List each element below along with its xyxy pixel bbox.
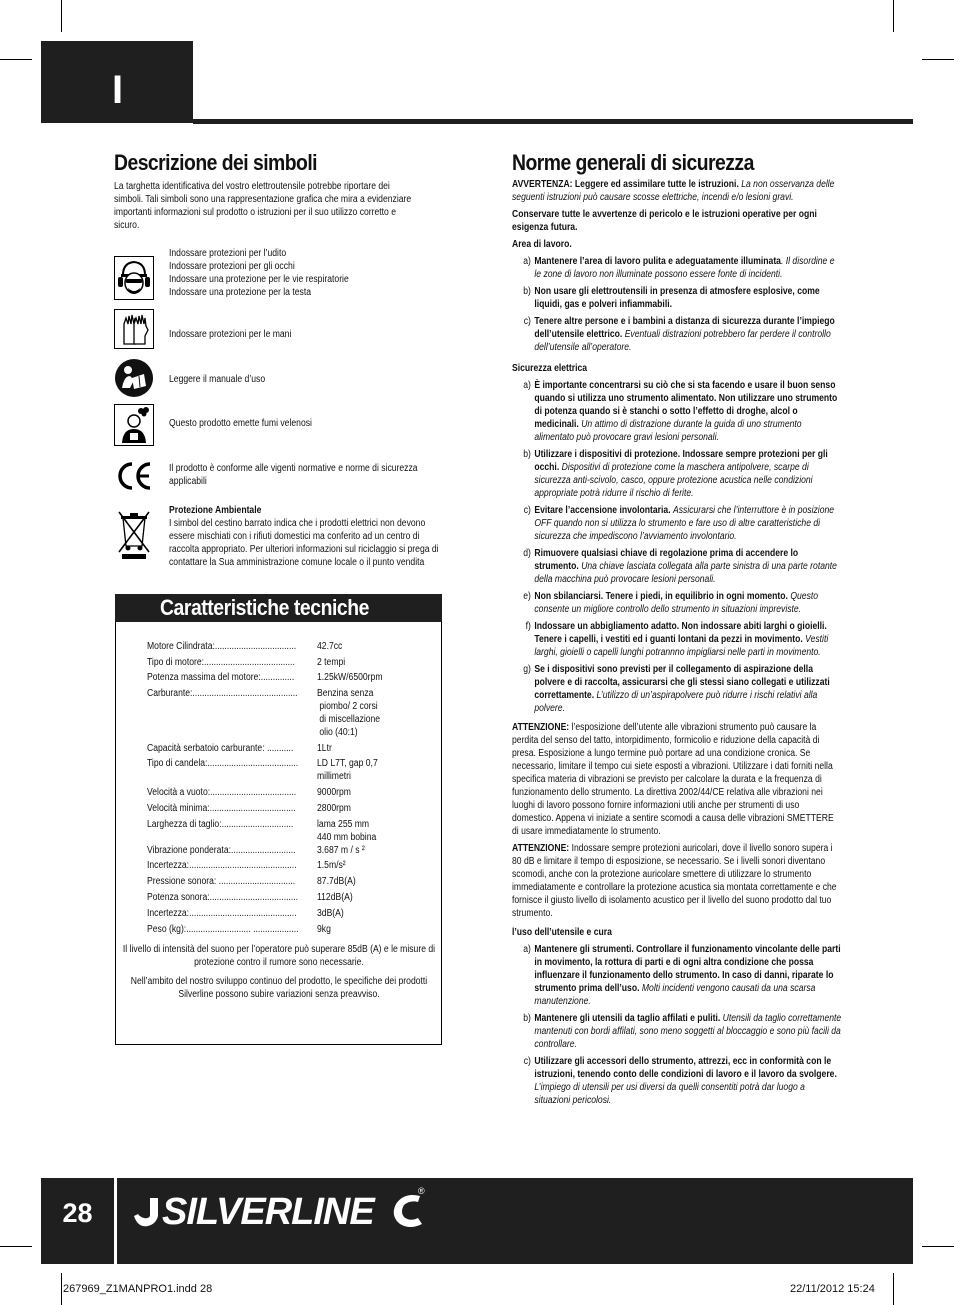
spec-label: Velocità a vuoto:.................................... <box>147 787 297 798</box>
spec-label: Incertezza:............................................. <box>147 908 297 919</box>
ppe-text <box>169 247 441 299</box>
environment-title: Protezione Ambientale <box>169 505 262 516</box>
spec-value: 42.7cc <box>317 641 343 652</box>
gloves-text: Indossare protezioni per le mani <box>169 329 292 340</box>
spec-label: Potenza sonora:..................................... <box>147 892 299 903</box>
list-item: c) Utilizzare gli accessori dello strumento, attrezzi, ecc in conformità con le istruzioni, tenendo conto delle condizioni di lavoro e il lavoro da svolgere. L’impiego di utensili per usi diversi da quelli consentiti potrà dar luogo a situazioni pericolosi. <box>523 1056 837 1106</box>
specs-title: Caratteristiche tecniche <box>160 595 369 620</box>
ppe-icon <box>114 256 154 300</box>
spec-value: 1.5m/s² <box>317 860 346 871</box>
footer-divider <box>114 1178 117 1264</box>
read-manual-text: Leggere il manuale d’uso <box>169 374 266 385</box>
spec-value: LD L7T, gap 0,7 millimetri <box>317 758 378 782</box>
spec-label: Vibrazione ponderata:........................... <box>147 845 296 856</box>
spec-value: 1Ltr <box>317 743 332 754</box>
warning-paragraph: AVVERTENZA: Leggere ed assimilare tutte le istruzioni. La non osservanza delle seguenti istruzioni può causare scosse elettriche, incendi e/o lesioni gravi. <box>512 179 835 203</box>
spec-label: Capacità serbatoio carburante: ........... <box>147 743 294 754</box>
list-item: a) È importante concentrarsi su ciò che si sta facendo e usare il buon senso quando si utilizza uno strumento alimentato. Non utilizzare uno strumento di potenza quando si è stanchi o sotto l’effetto di droghe, alcol o medicinali. Un attimo di distrazione durante la guida di uno strumento alimentato può provocare gravi lesioni personali. <box>523 380 838 443</box>
head-protection-text: Indossare una protezione per la testa <box>169 287 311 298</box>
noise-warning: ATTENZIONE: Indossare sempre protezioni auricolari, dove il livello sonoro supera i 80 dB e limitare il tempo di esposizione, se necessario. Se i livelli sonori diventano scomodi, anche con la protezione auricolare smettere di utilizzare lo strumento immediatamente e controllare la protezione acustica sia montata correttamente e che fornisce il giusto livello di isolamento acustico per il livello del suono prodotto dal tuo strumento. <box>512 843 837 919</box>
symbols-intro: La targhetta identificativa del vostro elettroutensile potrebbe riportare dei simboli. Tali simboli sono una rappresentazione grafica che mira a evidenziare importanti informazioni sul prodotto o istruzioni per il suo utilizzo corretto e sicuro. <box>114 181 412 231</box>
spec-value: 87.7dB(A) <box>317 876 356 887</box>
electrical-title: Sicurezza elettrica <box>512 363 588 374</box>
spec-value: 9000rpm <box>317 787 351 798</box>
list-item: a) Mantenere l’area di lavoro pulita e adeguatamente illuminata. Il disordine e le zone di lavoro non illuminate possono essere fonte di incidenti. <box>523 256 835 280</box>
list-item: b) Non usare gli elettroutensili in presenza di atmosfere esplosive, come liquidi, gas e polveri infiammabili. <box>523 286 820 310</box>
spec-label: Larghezza di taglio:.............................. <box>147 819 294 830</box>
spec-value: lama 255 mm 440 mm bobina <box>317 819 377 843</box>
list-item: c) Tenere altre persone e i bambini a distanza di sicurezza durante l’impiego dell’utensile elettrico. Eventuali distrazioni potrebbero far perdere il controllo dell’utensile all’operatore. <box>523 316 835 353</box>
ce-text: Il prodotto è conforme alle vigenti normative e norme di sicurezza applicabili <box>169 463 418 487</box>
date-info: 22/11/2012 15:24 <box>790 1283 875 1295</box>
spec-value: 3.687 m / s ² <box>317 845 365 856</box>
spec-label: Motore Cilindrata:.................................. <box>147 641 297 652</box>
safety-title: Norme generali di sicurezza <box>512 150 754 175</box>
list-item: b) Mantenere gli utensili da taglio affilati e puliti. Utensili da taglio correttamente mantenuti con bordi affilati, sono meno soggetti al bloccaggio e sono più facili da controllare. <box>523 1013 842 1050</box>
spec-value: Benzina senza piombo/ 2 corsi di miscellazione olio (40:1) <box>317 688 381 738</box>
toxic-fumes-icon <box>114 404 154 446</box>
vibration-warning: ATTENZIONE: l’esposizione dell’utente alle vibrazioni strumento può causare la perdita del senso del tatto, intorpidimento, formicolio e riduzione della capacità di presa. Esposizione a lungo termine può portare ad una condizione cronica. Se necessario, limitare il tempo cui siete esposti a vibrazioni. Utilizzare i dati forniti nella specifica materia di vibrazioni se previsto per calcolare la durata e la frequenza di funzionamento dello strumento. La direttiva 2002/44/CE relativa alle vibrazioni nei luoghi di lavoro possono fornire informazioni utili anche per strumenti di uso domestico. Appena vi iniziate a sentire scomodi a causa delle vibrazioni SMETTERE di usare immediatamente lo strumento. <box>512 722 834 837</box>
toxic-fumes-text: Questo prodotto emette fumi velenosi <box>169 418 312 429</box>
spec-value: 9kg <box>317 924 331 935</box>
spec-label: Velocità minima:.................................... <box>147 803 296 814</box>
spec-label: Pressione sonora: ................................ <box>147 876 296 887</box>
logo-text: SILVERLINE <box>162 1191 374 1233</box>
work-area-title: Area di lavoro. <box>512 239 572 250</box>
list-item: e) Non sbilanciarsi. Tenere i piedi, in equilibrio in ogni momento. Questo consente un migliore controllo dello strumento in situazioni impreviste. <box>523 591 819 615</box>
language-letter: I <box>112 68 124 112</box>
spec-label: Tipo di candela:...................................... <box>147 758 299 769</box>
silverline-logo <box>132 1186 432 1239</box>
list-item: b) Utilizzare i dispositivi di protezione. Indossare sempre protezioni per gli occhi. Dispositivi di protezione come la maschera antipolvere, scarpe di sicurezza anti-scivolo, casco, oppure protezione acustica nelle condizioni appropriate potrà ridurre il rischio di ferite. <box>523 449 828 499</box>
spec-label: Tipo di motore:...................................... <box>147 657 295 668</box>
read-manual-icon <box>114 358 154 398</box>
ce-mark-icon <box>114 456 154 496</box>
gloves-icon <box>114 309 154 349</box>
spec-label: Peso (kg):........................... ................... <box>147 924 299 935</box>
respiratory-protection-text: Indossare una protezione per le vie respiratorie <box>169 274 349 285</box>
tool-use-title: l’uso dell’utensile e cura <box>512 927 612 938</box>
spec-value: 3dB(A) <box>317 908 344 919</box>
header-rule <box>193 119 913 124</box>
list-item: d) Rimuovere qualsiasi chiave di regolazione prima di accendere lo strumento. Una chiave lasciata collegata alla parte sinistra di una parte rotante della macchina può provocare lesioni personali. <box>523 548 837 585</box>
noise-note: Il livello di intensità del suono per l’operatore può superare 85dB (A) e le misure di protezione contro il rumore sono necessarie. <box>122 944 436 968</box>
hearing-protection-text: Indossare protezioni per l’udito <box>169 248 287 259</box>
registered-mark: ® <box>418 1186 425 1196</box>
eye-protection-text: Indossare protezioni per gli occhi <box>169 261 295 272</box>
list-item: c) Evitare l’accensione involontaria. Assicurarsi che l’interruttore è in posizione OFF quando non si utilizza lo strumento e fare uso di altre caratteristiche di sicurezza che impediscono l’avviamento involontario. <box>523 505 835 542</box>
environment-body: I simbol del cestino barrato indica che i prodotti elettrici non devono essere mischiati con i rifiuti domestici ma conferito ad un centro di raccolta appropriato. Per ulteriori informazioni sul riciclaggio si prega di contattare la Sua amministrazione comune locale o il punto vendita <box>169 518 439 568</box>
file-info: 267969_Z1MANPRO1.indd 28 <box>63 1283 213 1295</box>
list-item: a) Mantenere gli strumenti. Controllare il funzionamento vincolante delle parti in movimento, la rottura di parti e di ogni altra condizione che possa influenzare il funzionamento dello strumento. In caso di danni, riparate lo strumento prima dell’uso. Molti incidenti vengono causati da una scarsa manutenzione. <box>523 944 841 1007</box>
list-item: g) Se i dispositivi sono previsti per il collegamento di aspirazione della polvere e di raccolta, assicurarsi che gli stessi siano collegati e utilizzati correttamente. L’utilizzo di un’aspirapolvere può ridurre i rischi relativi alla polvere. <box>523 664 830 714</box>
spec-label: Incertezza:............................................. <box>147 860 297 871</box>
spec-value: 1.25kW/6500rpm <box>317 672 383 683</box>
spec-change-note: Nell’ambito del nostro sviluppo continuo del prodotto, le specifiche dei prodotti Silverline possono subire variazioni senza preavviso. <box>130 976 428 1000</box>
spec-value: 2800rpm <box>317 803 351 814</box>
keep-instructions: Conservare tutte le avvertenze di pericolo e le istruzioni operative per ogni esigenza futura. <box>512 209 817 233</box>
list-item: f) Indossare un abbigliamento adatto. Non indossare abiti larghi o gioielli. Tenere i capelli, i vestiti ed i guanti lontani da pezzi in movimento. Vestiti larghi, gioielli o capelli lunghi potrannno impigliarsi nelle parti in movimento. <box>525 621 829 658</box>
spec-label: Carburante:............................................ <box>147 688 298 699</box>
environment-text <box>169 504 441 569</box>
symbols-title: Descrizione dei simboli <box>114 150 318 175</box>
spec-value: 2 tempi <box>317 657 346 668</box>
spec-label: Potenza massima del motore:.............. <box>147 672 295 683</box>
safety-body <box>512 178 842 1107</box>
spec-value: 112dB(A) <box>317 892 353 903</box>
weee-bin-icon <box>114 508 154 560</box>
page-number: 28 <box>62 1198 93 1228</box>
